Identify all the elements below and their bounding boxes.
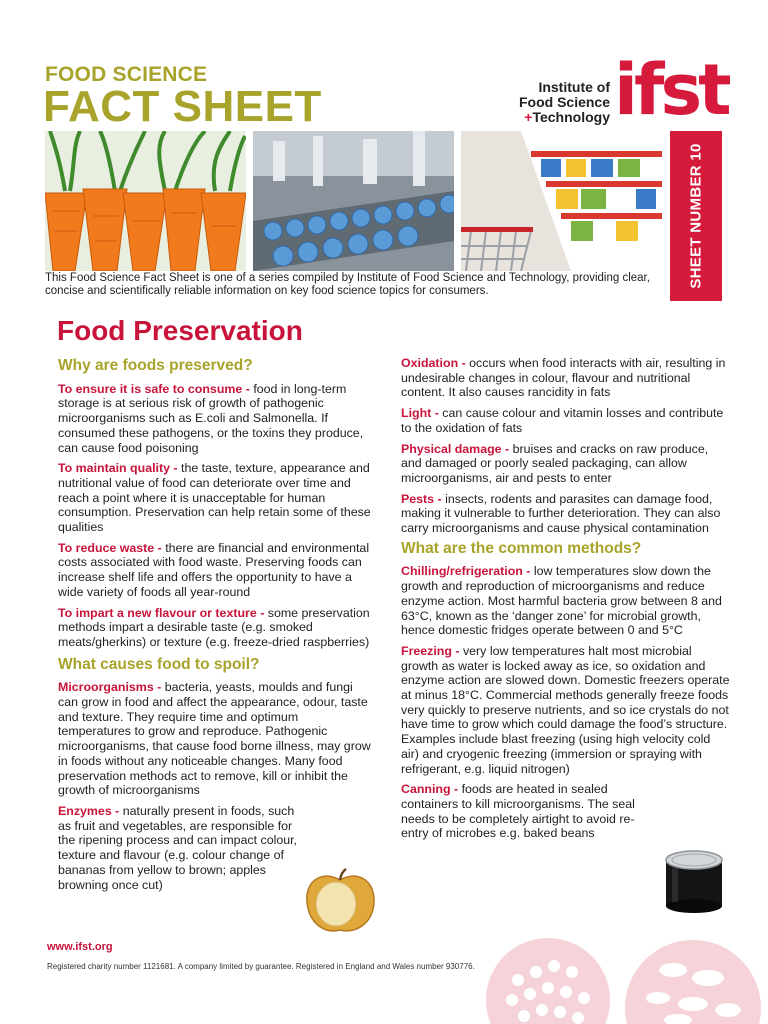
intro-text: This Food Science Fact Sheet is one of a series compiled by Institute of Food Science and Technology, providing clear, concise and scientifically reliable information on key food science topics for consumers. — [45, 272, 650, 297]
para-maintain-quality — [58, 461, 373, 535]
para-oxidation — [401, 356, 731, 400]
heading-common-methods: What are the common methods? — [401, 539, 642, 557]
right-column — [401, 356, 731, 847]
text-enzymes: naturally present in foods, such as fruit and vegetables, are responsible for the ripening process and can impact colour, texture and flavour (e.g. colour change of bananas from yellow to brown; apples browning once cut) — [58, 803, 298, 892]
text-quality: the taste, texture, appearance and nutritional value of food can deteriorate over time and reach a point where it is unacceptable for human consumption. Preservation can help retain some of these qualities — [58, 461, 371, 535]
text-chilling: low temperatures slow down the growth and reproduction of microorganisms and reduce enzyme action. Most harmful bacteria grow between 8 and 63°C, known as the ‘danger zone’ for microbial growth, hence domestic fridges operate between 0 and 5°C — [401, 564, 722, 638]
logo-wordmark — [505, 80, 610, 125]
carrots-photo — [45, 131, 246, 271]
logo-plus: + — [524, 109, 533, 125]
para-canning — [401, 782, 659, 841]
kw-microorganisms: Microorganisms - — [58, 680, 165, 695]
tin-can-image — [662, 848, 726, 919]
kw-waste: To reduce waste - — [58, 540, 166, 555]
para-light — [401, 406, 731, 435]
kw-chilling: Chilling/refrigeration - — [401, 564, 534, 579]
text-pests: insects, rodents and parasites can damage food, making it vulnerable to further deterioration. They can also carry microorganisms and cause physical contamination — [401, 491, 721, 536]
kw-canning: Canning - — [401, 782, 462, 797]
header-title: FACT SHEET — [43, 82, 322, 131]
kw-oxidation: Oxidation - — [401, 356, 470, 370]
text-oxidation: occurs when food interacts with air, resulting in undesirable changes in colour, flavour and nutritional content. It also causes rancidity in fats — [401, 356, 726, 400]
logo-line-1: Institute of — [538, 79, 610, 95]
para-chilling — [401, 564, 731, 638]
kw-flavour: To impart a new flavour or texture - — [58, 605, 268, 620]
heading-what-causes-spoil: What causes food to spoil? — [58, 655, 260, 673]
factory-line-photo — [253, 131, 454, 271]
kw-pests: Pests - — [401, 491, 446, 506]
footer-registration: Registered charity number 1121681. A company limited by guarantee. Registered in England and Wales number 930776. — [47, 962, 475, 971]
para-new-flavour — [58, 606, 373, 650]
text-waste: there are financial and environmental costs associated with food waste. Preserving foods can increase shelf life and offers the opportunity to have a wide variety of foods all year-round — [58, 540, 370, 599]
text-freezing: very low temperatures halt most microbial growth as water is locked away as ice, so oxidation and enzyme action are slowed down. Domestic freezers operate at minus 18°C. Commercial methods generally freeze foods very quickly to preserve nutrients, and so ice crystals do not have time to grow which could damage the food’s structure. Examples include blast freezing (using high velocity cold air) and cryogenic freezing (immersion or spraying with refrigerant, e.g. liquid nitrogen) — [401, 643, 730, 776]
para-microorganisms — [58, 680, 373, 798]
logo-line-2: Food Science — [518, 94, 610, 110]
kw-enzymes: Enzymes - — [58, 803, 123, 818]
text-light: can cause colour and vitamin losses and contribute to the oxidation of fats — [401, 406, 724, 435]
kw-physical: Physical damage - — [401, 441, 513, 456]
kw-quality: To maintain quality - — [58, 461, 181, 476]
text-flavour: some preservation methods impart a desirable taste (e.g. smoked meats/gherkins) or texture (e.g. freeze-dried raspberries) — [58, 605, 370, 649]
header-eyebrow: FOOD SCIENCE — [45, 63, 208, 86]
ifst-logo-mark: ifst — [614, 49, 728, 131]
heading-why-preserved: Why are foods preserved? — [58, 357, 253, 374]
sheet-number: SHEET NUMBER 10 — [687, 143, 705, 289]
para-safe-to-consume — [58, 382, 373, 456]
text-canning: foods are heated in sealed containers to kill microorganisms. The seal needs to be completely airtight to avoid re-entry of microbes e.g. baked beans — [401, 782, 635, 841]
para-freezing — [401, 644, 731, 776]
cut-apple-image — [303, 868, 378, 941]
kw-safe: To ensure it is safe to consume - — [58, 381, 254, 396]
logo-line-3 — [505, 110, 610, 125]
para-reduce-waste — [58, 541, 373, 600]
supermarket-aisle-photo — [461, 131, 662, 271]
text-microorganisms: bacteria, yeasts, moulds and fungi can grow in food and affect the appearance, odour, taste and texture. They require time and optimum temperatures to grow and reproduce. Pathogenic microorganisms, that cause food borne illness, may grow in foods without any noticeable changes. Many food preservation methods act to remove, kill or inhibit the growth of microorganisms — [58, 680, 371, 798]
left-column — [58, 355, 373, 898]
para-pests — [401, 492, 731, 536]
para-enzymes — [58, 804, 298, 892]
text-physical: bruises and cracks on raw produce, and damaged or poorly sealed packaging, can allow microorganisms, air and pests to enter — [401, 441, 709, 485]
para-physical-damage — [401, 442, 731, 486]
text-safe: food in long-term storage is at serious risk of growth of pathogenic microorganisms such as E.coli and Salmonella. If consumed these pathogens, or the toxins they produce, can cause food poisoning — [58, 381, 364, 455]
logo-line-3-text: Technology — [532, 109, 610, 125]
page-title: Food Preservation — [57, 315, 303, 346]
footer-website-link[interactable]: www.ifst.org — [47, 941, 113, 953]
kw-light: Light - — [401, 406, 443, 421]
kw-freezing: Freezing - — [401, 643, 463, 658]
decorative-pattern — [478, 920, 768, 1024]
sheet-number-band — [670, 131, 722, 301]
